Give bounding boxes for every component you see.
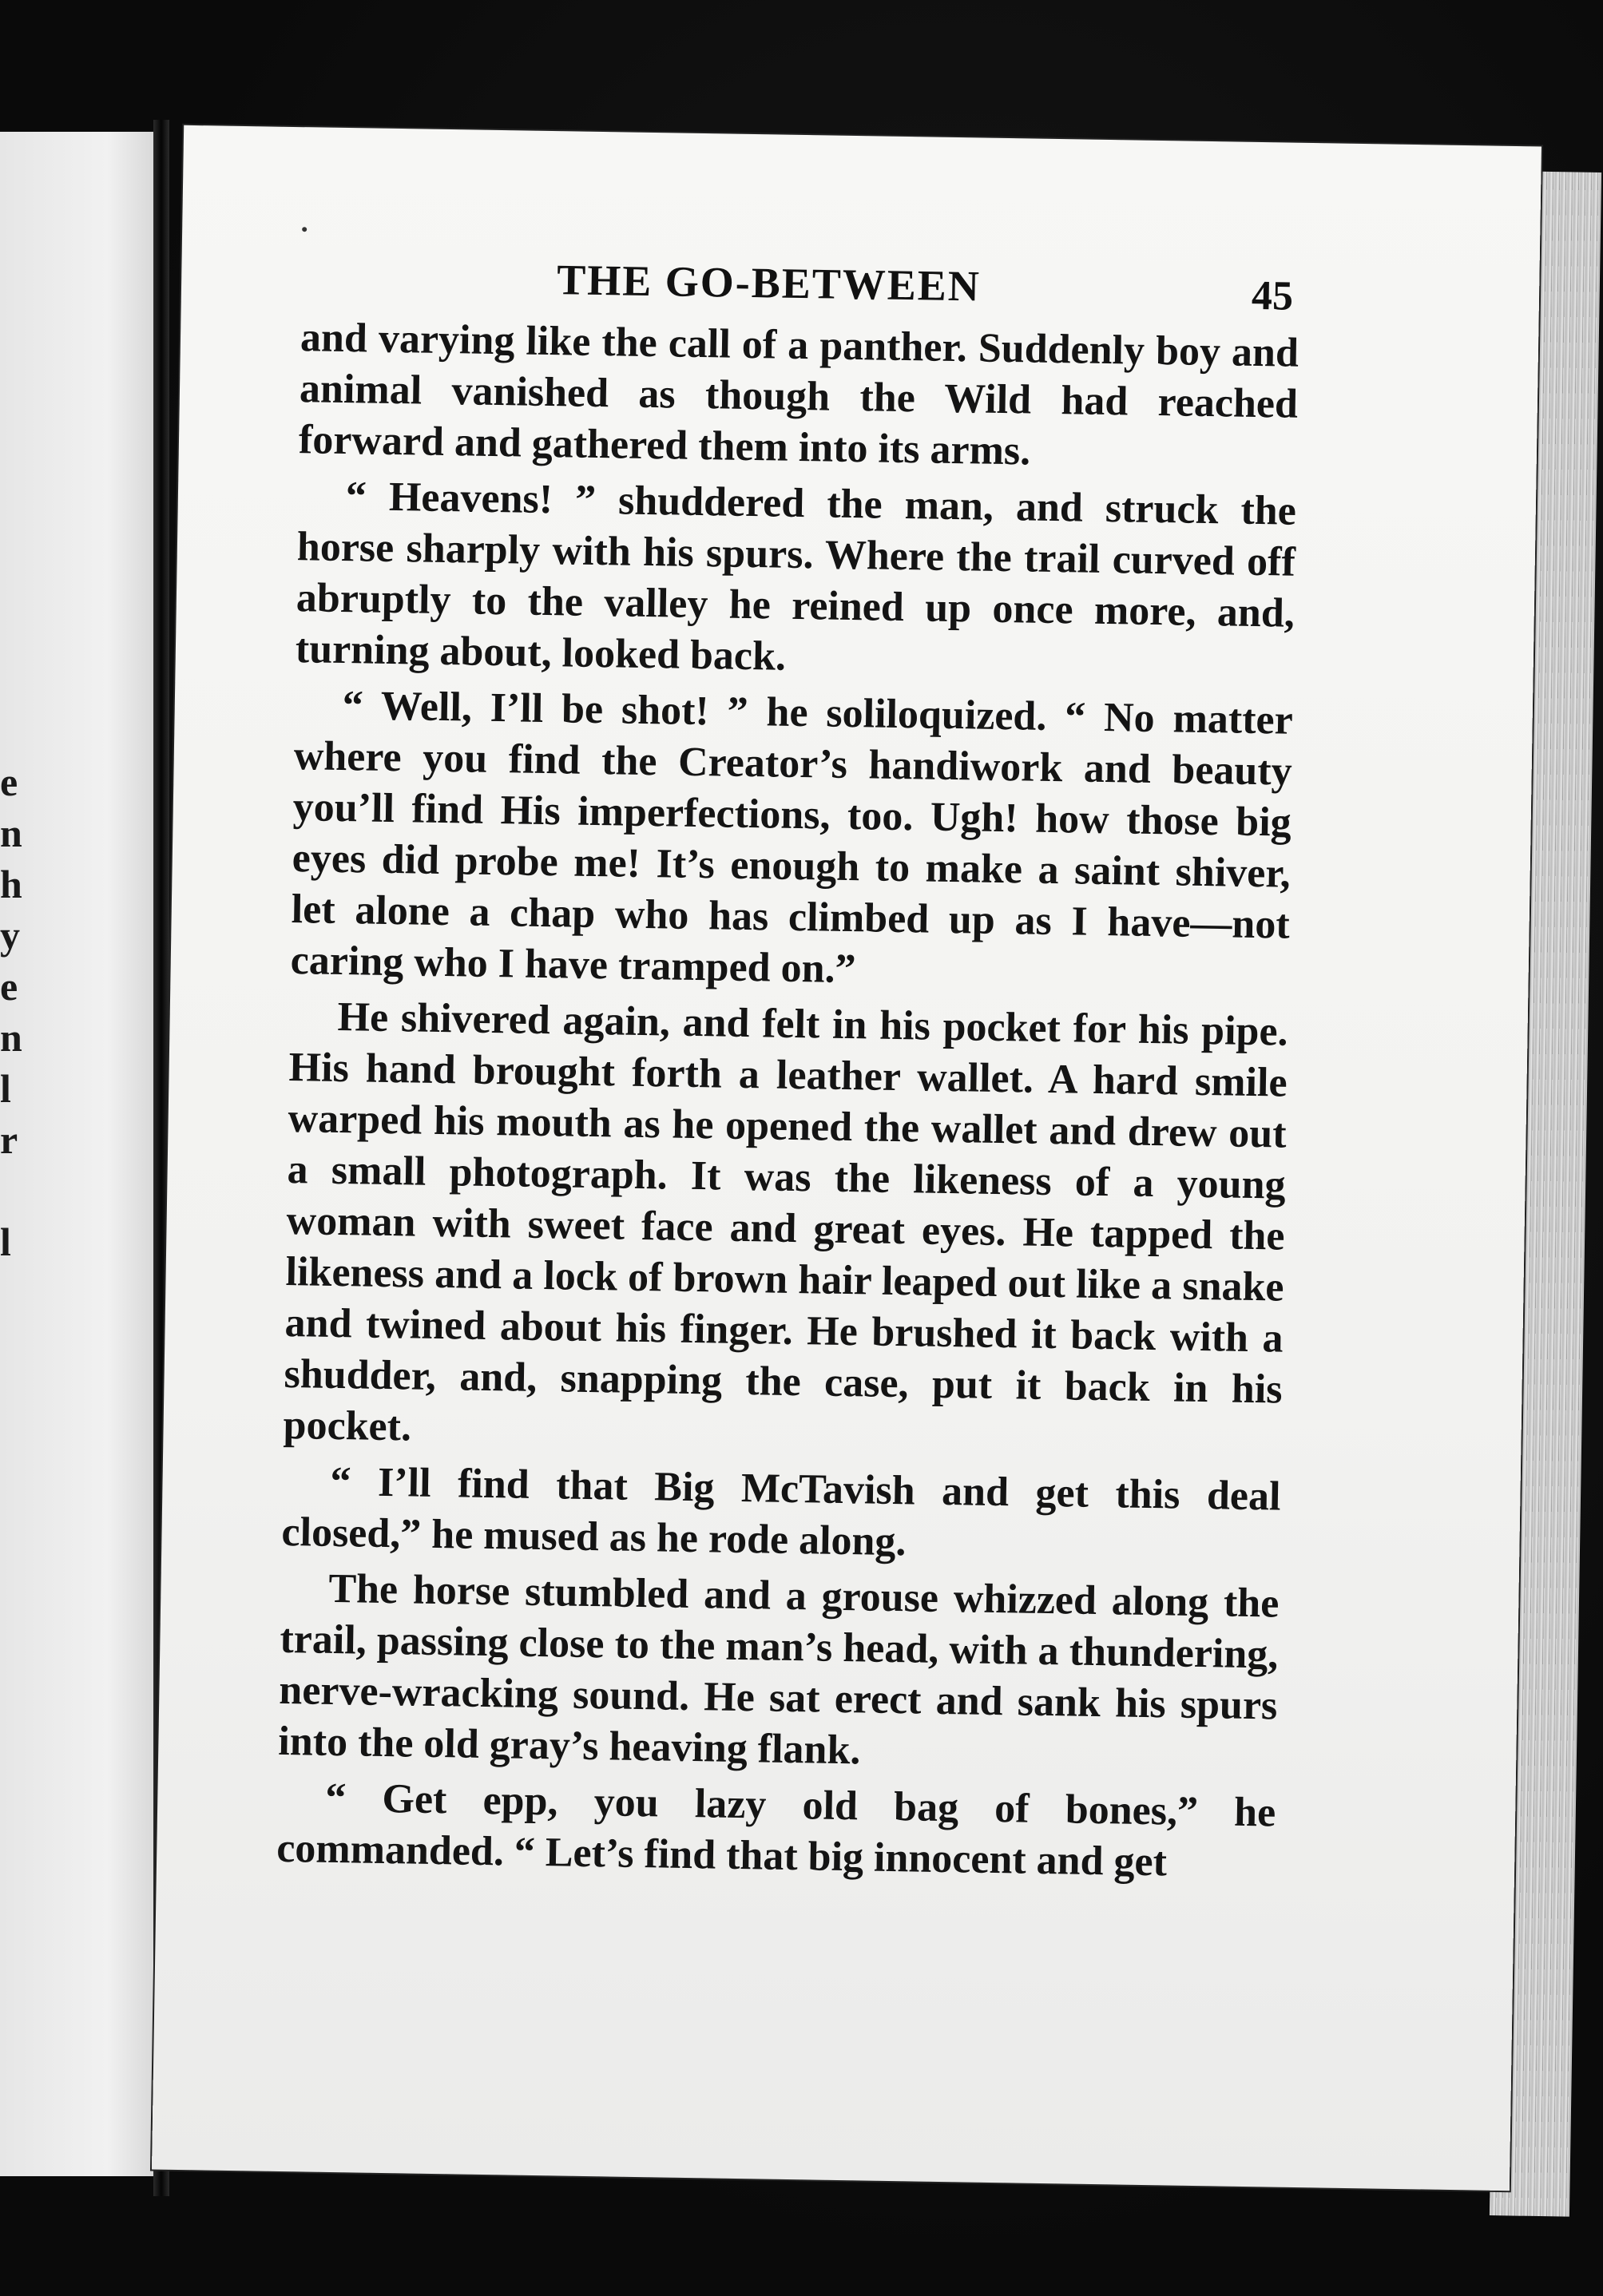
edge-letter: l <box>0 1066 11 1111</box>
left-facing-page <box>0 132 153 2176</box>
edge-letter: e <box>0 964 18 1009</box>
edge-letter <box>0 1165 32 1216</box>
paragraph: He shivered again, and felt in his pocket for his pipe. His hand brought forth a leather wallet. A hard smile warped his mouth as he opened the wallet and drew out a small photograph. It was the likeness of a young woman with sweet face and great eyes. He tapped the likeness and a lock of brown hair leaped out like a snake and twined about his finger. He brushed it back with a shudder, and, snapping the case, put it back in his pocket. <box>283 993 1288 1450</box>
edge-letter: n <box>0 1015 22 1060</box>
edge-letter: e <box>0 759 18 804</box>
ink-speck <box>302 227 307 232</box>
left-page-edge-letters <box>0 756 32 1267</box>
paragraph: “ Well, I’ll be shot! ” he soliloquized. “ No matter where you find the Creator’s handiwork and beauty you’ll find His imperfections, too. Ugh! how those big eyes did probe me! It’s enough to make a saint shiver, let alone a chap who has climbed up as I have—not caring who I have tramped on.” <box>290 683 1294 993</box>
paragraph: and varying like the call of a panther. Suddenly boy and animal vanished as though the Wild had reached forward and gathered them into its arms. <box>298 315 1299 474</box>
paragraph: “ Get epp, you lazy old bag of bones,” he commanded. “ Let’s find that big innocent and get <box>276 1775 1276 1886</box>
body-text <box>276 312 1299 1894</box>
edge-letter: l <box>0 1219 11 1264</box>
paragraph: “ Heavens! ” shuddered the man, and struck the horse sharply with his spurs. Where the trail curved off abruptly to the valley he reined up once more, and, turning about, looked back. <box>295 474 1297 680</box>
edge-letter: n <box>0 811 22 855</box>
paragraph: The horse stumbled and a grouse whizzed along the trail, passing close to the man’s head, with a thundering, nerve-wracking sound. He sat erect and sank his spurs into the old gray’s heaving flank. <box>277 1565 1280 1774</box>
edge-letter: r <box>0 1117 18 1162</box>
paragraph: “ I’ll find that Big McTavish and get this deal closed,” he mused as he rode along. <box>281 1458 1281 1565</box>
book-page <box>152 125 1541 2191</box>
edge-letter: h <box>0 862 22 906</box>
running-head-title: THE GO-BETWEEN <box>556 256 982 311</box>
edge-letter: y <box>0 913 20 958</box>
page-number: 45 <box>1251 272 1294 319</box>
